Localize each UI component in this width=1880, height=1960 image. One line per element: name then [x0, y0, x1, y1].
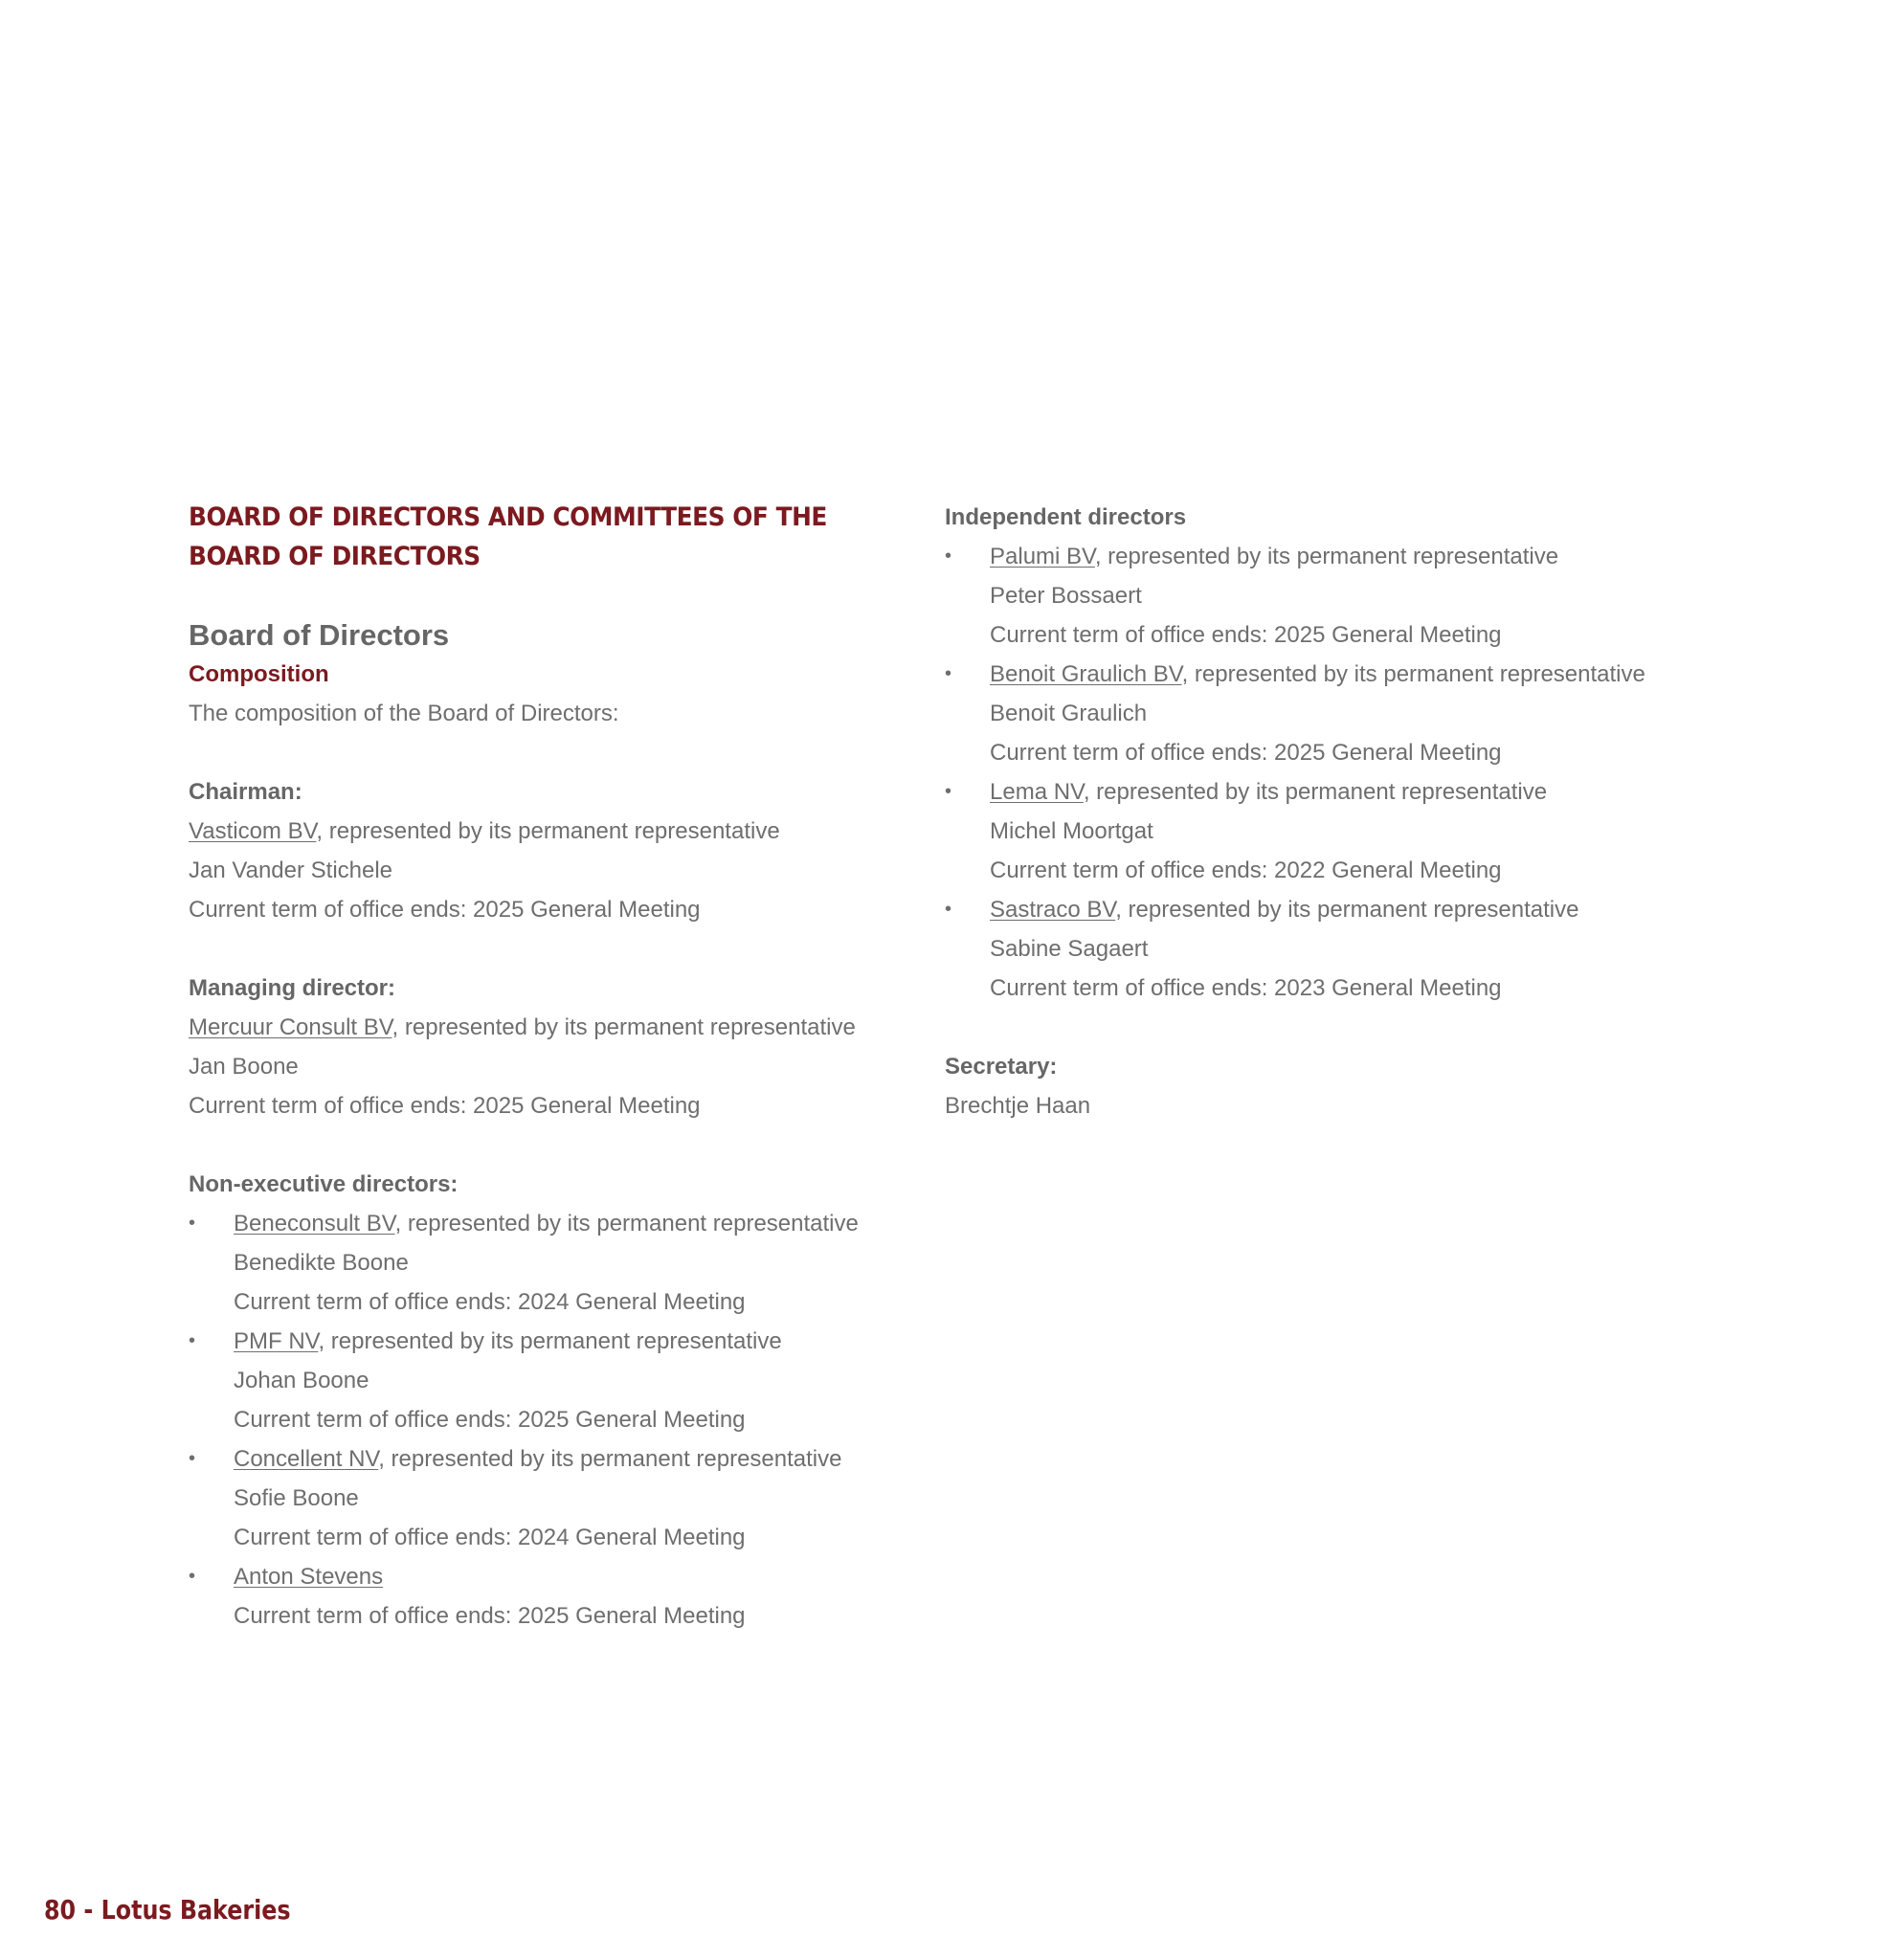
intro-text: The composition of the Board of Directors:	[189, 701, 619, 726]
secretary-block	[945, 1047, 1730, 1125]
managing-director-person: Jan Boone	[189, 1054, 299, 1080]
director-term: Current term of office ends: 2025 General Meeting	[234, 1603, 746, 1629]
independent-list	[945, 537, 1730, 1008]
director-represented: , represented by its permanent representative	[378, 1446, 842, 1472]
list-item	[945, 772, 1730, 890]
bullet-icon: •	[945, 899, 952, 920]
director-represented: , represented by its permanent representative	[318, 1328, 782, 1354]
chairman-entity: Vasticom BV	[189, 818, 317, 844]
secretary-person: Brechtje Haan	[945, 1093, 1091, 1119]
right-column	[945, 498, 1730, 1125]
chairman-block	[189, 772, 916, 929]
director-term: Current term of office ends: 2025 General Meeting	[234, 1407, 746, 1433]
director-person: Johan Boone	[234, 1368, 369, 1393]
bullet-icon: •	[189, 1566, 196, 1587]
director-entity: Benoit Graulich BV	[990, 661, 1182, 687]
director-person: Sofie Boone	[234, 1485, 359, 1511]
list-item	[945, 655, 1730, 772]
list-item	[945, 537, 1730, 655]
director-represented: , represented by its permanent representative	[1083, 779, 1548, 805]
managing-director-block	[189, 969, 916, 1125]
director-represented: , represented by its permanent representative	[1094, 544, 1559, 569]
director-term: Current term of office ends: 2024 General Meeting	[234, 1289, 746, 1315]
director-entity: Sastraco BV	[990, 897, 1116, 923]
list-item	[189, 1204, 916, 1322]
main-heading: BOARD OF DIRECTORS AND COMMITTEES OF THE BOARD OF DIRECTORS	[189, 502, 827, 571]
independent-block	[945, 498, 1730, 1008]
chairman-term: Current term of office ends: 2025 General Meeting	[189, 897, 701, 923]
director-entity: Beneconsult BV	[234, 1211, 395, 1236]
director-represented: , represented by its permanent representative	[1115, 897, 1579, 923]
director-person: Michel Moortgat	[990, 818, 1153, 844]
left-column	[189, 498, 916, 1636]
managing-director-represented: , represented by its permanent representative	[392, 1014, 856, 1040]
director-person: Sabine Sagaert	[990, 936, 1149, 962]
bullet-icon: •	[945, 546, 952, 567]
director-term: Current term of office ends: 2023 General Meeting	[990, 975, 1502, 1001]
director-term: Current term of office ends: 2024 General Meeting	[234, 1525, 746, 1550]
list-item	[945, 890, 1730, 1008]
managing-director-label: Managing director:	[189, 975, 396, 1001]
director-term: Current term of office ends: 2022 General Meeting	[990, 858, 1502, 883]
list-item	[189, 1439, 916, 1557]
bullet-icon: •	[189, 1213, 196, 1234]
director-person: Peter Bossaert	[990, 583, 1142, 609]
bullet-icon: •	[945, 781, 952, 802]
managing-director-term: Current term of office ends: 2025 General Meeting	[189, 1093, 701, 1119]
chairman-represented: , represented by its permanent representative	[316, 818, 780, 844]
bullet-icon: •	[945, 663, 952, 684]
page-footer: 80 - Lotus Bakeries	[44, 1894, 291, 1926]
bullet-icon: •	[189, 1448, 196, 1469]
director-represented: , represented by its permanent representative	[394, 1211, 859, 1236]
list-item	[189, 1322, 916, 1439]
director-entity: PMF NV	[234, 1328, 319, 1354]
director-person: Benoit Graulich	[990, 701, 1148, 726]
director-entity: Anton Stevens	[234, 1564, 384, 1590]
non-executive-list	[189, 1204, 916, 1636]
chairman-label: Chairman:	[189, 779, 302, 805]
non-executive-label: Non-executive directors:	[189, 1171, 459, 1197]
non-executive-block	[189, 1165, 916, 1636]
director-entity: Lema NV	[990, 779, 1084, 805]
subsection-title: Composition	[189, 661, 329, 687]
director-entity: Concellent NV	[234, 1446, 379, 1472]
independent-label: Independent directors	[945, 504, 1187, 530]
managing-director-entity-line	[189, 1008, 916, 1047]
list-item	[189, 1557, 916, 1636]
managing-director-entity: Mercuur Consult BV	[189, 1014, 392, 1040]
director-represented: , represented by its permanent representative	[1181, 661, 1645, 687]
section-title: Board of Directors	[189, 618, 450, 652]
director-term: Current term of office ends: 2025 General Meeting	[990, 622, 1502, 648]
bullet-icon: •	[189, 1330, 196, 1351]
chairman-entity-line	[189, 812, 916, 851]
director-person: Benedikte Boone	[234, 1250, 409, 1276]
secretary-label: Secretary:	[945, 1054, 1058, 1080]
director-term: Current term of office ends: 2025 General Meeting	[990, 740, 1502, 766]
chairman-person: Jan Vander Stichele	[189, 858, 393, 883]
director-entity: Palumi BV	[990, 544, 1095, 569]
